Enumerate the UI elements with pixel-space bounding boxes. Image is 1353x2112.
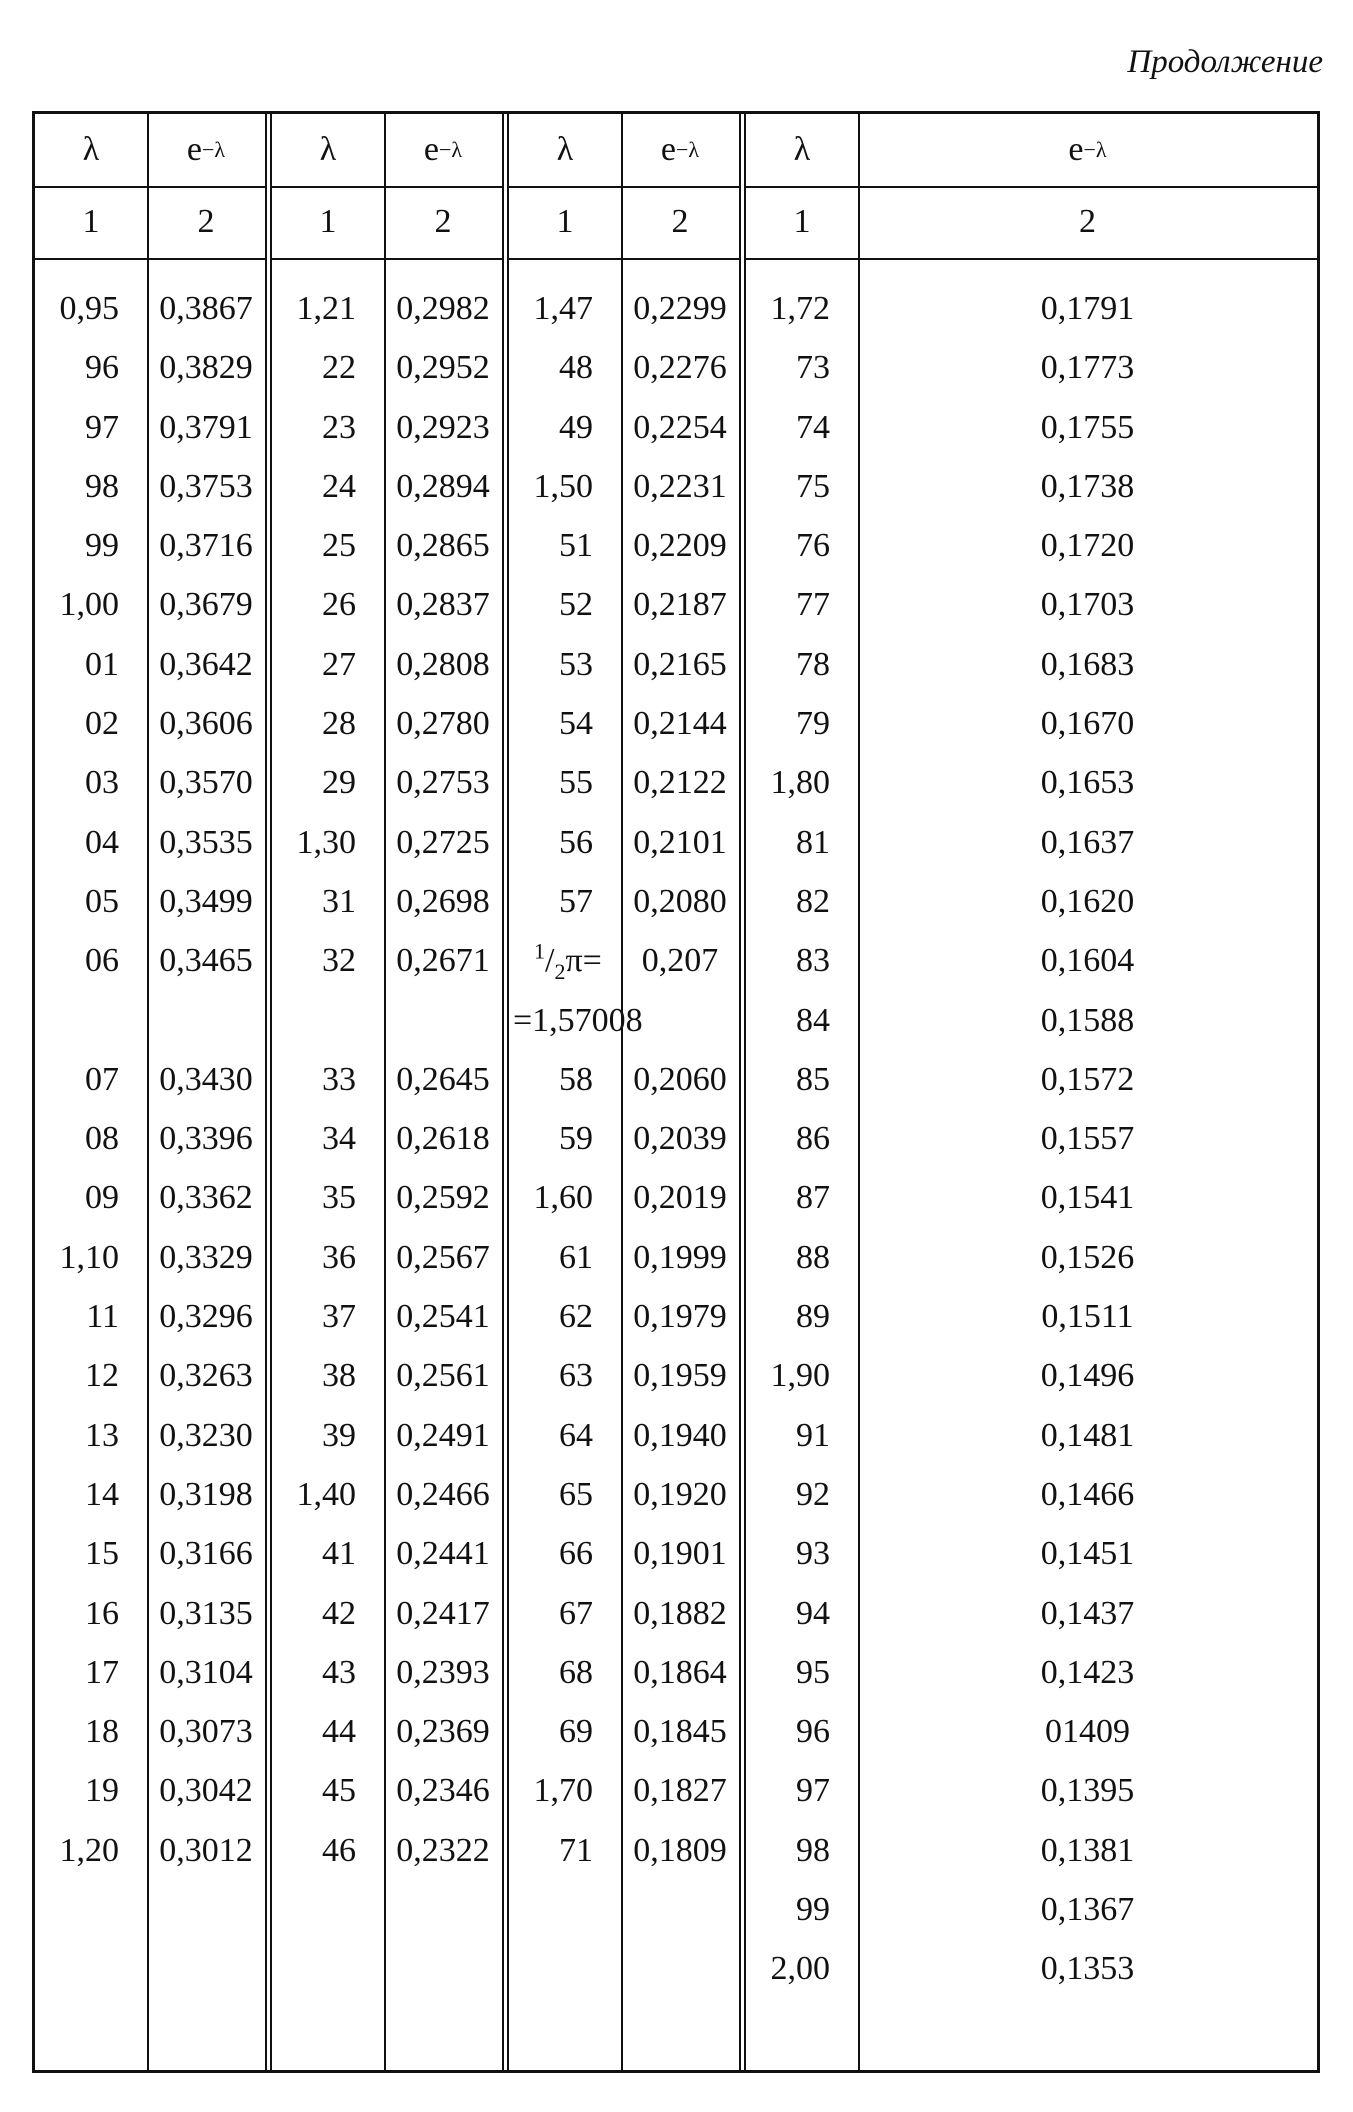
- lambda-cell: 34: [322, 1120, 356, 1158]
- half-pi-symbol: π=: [565, 942, 602, 980]
- lambda-cell: 83: [796, 942, 830, 980]
- exp-value-cell: 0,2466: [396, 1475, 490, 1513]
- lambda-header: λ: [746, 114, 858, 188]
- lambda-cell: 55: [559, 764, 593, 802]
- lambda-cell: 57: [559, 882, 593, 920]
- exp-value-cell: 01409: [1045, 1713, 1130, 1751]
- value-column-4: [858, 114, 1317, 2070]
- exp-value-cell: 0,3716: [159, 527, 253, 565]
- exp-value-cell: 0,1395: [1040, 1772, 1135, 1810]
- lambda-cell: 1,60: [533, 1179, 593, 1217]
- lambda-cell: 04: [85, 823, 119, 861]
- lambda-cell: 64: [559, 1416, 593, 1454]
- lambda-cell: 1,50: [533, 467, 593, 505]
- exp-value-cell: 0,1809: [633, 1831, 727, 1869]
- exp-value-cell: 0,2144: [633, 705, 727, 743]
- exp-value-cell: 0,2276: [633, 349, 727, 387]
- lambda-values: [746, 279, 858, 1999]
- exp-values: [384, 279, 502, 1880]
- lambda-cell: 87: [796, 1179, 830, 1217]
- lambda-cell: 96: [85, 349, 119, 387]
- lambda-cell: 84: [796, 1001, 830, 1039]
- lambda-cell: 1,70: [533, 1772, 593, 1810]
- exp-value-cell: 0,3329: [159, 1238, 253, 1276]
- exp-value-cell: 0,3430: [159, 1060, 253, 1098]
- lambda-cell: 42: [322, 1594, 356, 1632]
- exp-value-cell: 0,3296: [159, 1298, 253, 1336]
- exp-value-cell: 0,3104: [159, 1653, 253, 1691]
- exp-value-cell: 0,1720: [1040, 527, 1135, 565]
- lambda-cell: 75: [796, 467, 830, 505]
- lambda-column-3: [509, 114, 643, 2070]
- lambda-cell: 88: [796, 1238, 830, 1276]
- exp-value-cell: 0,1637: [1040, 823, 1135, 861]
- exp-value-cell: 0,1999: [633, 1238, 727, 1276]
- lambda-cell: 09: [85, 1179, 119, 1217]
- exp-value-cell: 0,1901: [633, 1535, 727, 1573]
- lambda-cell: 49: [559, 408, 593, 446]
- exp-value-cell: 0,2231: [633, 467, 727, 505]
- lambda-cell: 08: [85, 1120, 119, 1158]
- lambda-cell: 96: [796, 1713, 830, 1751]
- exp-value-cell: 0,1683: [1040, 645, 1135, 683]
- exp-value-cell: 0,2369: [396, 1713, 490, 1751]
- lambda-cell: 07: [85, 1060, 119, 1098]
- lambda-cell: 65: [559, 1475, 593, 1513]
- exp-value-cell: 0,2982: [396, 290, 490, 327]
- lambda-cell: 1,47: [533, 290, 593, 327]
- exp-value-cell: 0,1703: [1040, 586, 1135, 624]
- exp-value-cell: 0,1670: [1040, 705, 1135, 743]
- lambda-cell: 99: [85, 527, 119, 565]
- exp-value-cell: 0,2567: [396, 1238, 490, 1276]
- exp-value-cell: 0,1845: [633, 1713, 727, 1751]
- lambda-values: [35, 279, 147, 1880]
- exp-value-cell: 0,2952: [396, 349, 490, 387]
- exp-value-cell: 0,2698: [396, 882, 490, 920]
- exp-value-cell: 0,207: [641, 942, 719, 980]
- lambda-cell: 38: [322, 1357, 356, 1395]
- lambda-cell: 58: [559, 1060, 593, 1098]
- exp-value-cell: 0,1496: [1040, 1357, 1135, 1395]
- exp-value-cell: 0,1481: [1040, 1416, 1135, 1454]
- lambda-cell: 81: [796, 823, 830, 861]
- group-divider: [502, 114, 509, 2070]
- exp-base: e: [423, 131, 439, 168]
- exp-value-cell: 0,3396: [159, 1120, 253, 1158]
- lambda-cell: 79: [796, 705, 830, 743]
- lambda-cell: 62: [559, 1298, 593, 1336]
- lambda-cell: 54: [559, 705, 593, 743]
- exp-value-cell: 0,2187: [633, 586, 727, 624]
- column-divider: [384, 114, 386, 2070]
- column-divider: [147, 114, 149, 2070]
- exp-value-cell: 0,3753: [159, 467, 253, 505]
- lambda-cell: 06: [85, 942, 119, 980]
- exp-value-cell: 0,2645: [396, 1060, 490, 1098]
- lambda-cell: 05: [85, 882, 119, 920]
- lambda-cell: 82: [796, 882, 830, 920]
- exp-value-cell: [384, 991, 502, 1050]
- exp-value-cell: 0,1920: [633, 1475, 727, 1513]
- lambda-cell: 1,10: [59, 1238, 119, 1276]
- lambda-cell: 45: [322, 1772, 356, 1810]
- lambda-cell: 41: [322, 1535, 356, 1573]
- lambda-cell: 1,00: [59, 586, 119, 624]
- exp-value-cell: 0,1381: [1040, 1831, 1135, 1869]
- half-pi-denominator: 2: [554, 959, 566, 985]
- column-number: 1: [509, 186, 621, 260]
- exp-value-cell: 0,1451: [1040, 1535, 1135, 1573]
- exp-values: [147, 279, 265, 1880]
- lambda-cell: 68: [559, 1653, 593, 1691]
- lambda-cell: 53: [559, 645, 593, 683]
- lambda-cell: 98: [85, 467, 119, 505]
- lambda-cell: 93: [796, 1535, 830, 1573]
- exp-base: e: [660, 131, 676, 168]
- exp-value-cell: 0,3263: [159, 1357, 253, 1395]
- lambda-cell: 56: [559, 823, 593, 861]
- lambda-cell: 51: [559, 527, 593, 565]
- lambda-cell: 71: [559, 1831, 593, 1869]
- exp-value-cell: 0,3230: [159, 1416, 253, 1454]
- lambda-cell: 0,95: [59, 290, 119, 327]
- exp-value-cell: 0,2561: [396, 1357, 490, 1395]
- lambda-cell: 99: [796, 1891, 830, 1929]
- lambda-cell: 52: [559, 586, 593, 624]
- exp-value-cell: 0,2441: [396, 1535, 490, 1573]
- lambda-cell: 1,21: [296, 290, 356, 327]
- lambda-cell: 44: [322, 1713, 356, 1751]
- lambda-header: λ: [35, 114, 147, 188]
- exp-value-cell: 0,2122: [633, 764, 727, 802]
- exp-value-cell: 0,3135: [159, 1594, 253, 1632]
- lambda-cell: 43: [322, 1653, 356, 1691]
- lambda-cell: 27: [322, 645, 356, 683]
- exp-header: e −λ: [384, 114, 502, 188]
- column-number: 1: [35, 186, 147, 260]
- exp-value-cell: 0,1437: [1040, 1594, 1135, 1632]
- exp-value-cell: 0,2541: [396, 1298, 490, 1336]
- exp-value-cell: 0,1864: [633, 1653, 727, 1691]
- lambda-cell: [272, 991, 384, 1050]
- lambda-cell: 66: [559, 1535, 593, 1573]
- lambda-cell: 23: [322, 408, 356, 446]
- exp-values: [621, 279, 739, 1880]
- lambda-cell: 25: [322, 527, 356, 565]
- exp-value-cell: 0,3465: [159, 942, 253, 980]
- exp-value-cell: 0,2808: [396, 645, 490, 683]
- half-pi-numerator: 1: [534, 938, 545, 964]
- exp-value-cell: 0,2725: [396, 823, 490, 861]
- half-pi-cell: [509, 931, 643, 1039]
- exp-value-cell: 0,2618: [396, 1120, 490, 1158]
- lambda-cell: 2,00: [770, 1950, 830, 1988]
- lambda-cell: 18: [85, 1713, 119, 1751]
- lambda-cell: 35: [322, 1179, 356, 1217]
- lambda-cell: 1,30: [296, 823, 356, 861]
- exp-value-cell: 0,2019: [633, 1179, 727, 1217]
- half-pi-value: =1,57008: [513, 1001, 643, 1039]
- lambda-cell: 74: [796, 408, 830, 446]
- lambda-cell: 02: [85, 705, 119, 743]
- lambda-cell: 1,20: [59, 1831, 119, 1869]
- lambda-cell: 97: [796, 1772, 830, 1810]
- exp-value-cell: 0,1620: [1040, 882, 1135, 920]
- exp-header: e −λ: [858, 114, 1317, 188]
- exp-value-cell: 0,1773: [1040, 349, 1135, 387]
- exp-value-cell: 0,1511: [1041, 1298, 1134, 1336]
- lambda-cell: 98: [796, 1831, 830, 1869]
- exp-value-cell: 0,1979: [633, 1298, 727, 1336]
- column-number: 1: [746, 186, 858, 260]
- lambda-header: λ: [509, 114, 621, 188]
- exp-values: [858, 279, 1317, 1999]
- value-column-2: [384, 114, 502, 2070]
- exp-value-cell: 0,1653: [1040, 764, 1135, 802]
- exp-value-cell: 0,3867: [159, 290, 253, 327]
- exp-value-cell: 0,2417: [396, 1594, 490, 1632]
- column-number: 1: [272, 186, 384, 260]
- exp-value-cell: 0,2322: [396, 1831, 490, 1869]
- lambda-cell: [35, 991, 147, 1050]
- exp-value-cell: 0,2592: [396, 1179, 490, 1217]
- exp-value-cell: 0,2101: [633, 823, 727, 861]
- lambda-values: [272, 279, 384, 1880]
- lambda-cell: 85: [796, 1060, 830, 1098]
- exp-value-cell: 0,3362: [159, 1179, 253, 1217]
- lambda-cell: 89: [796, 1298, 830, 1336]
- lambda-cell: 13: [85, 1416, 119, 1454]
- lambda-cell: 61: [559, 1238, 593, 1276]
- exp-value-cell: 0,2165: [633, 645, 727, 683]
- lambda-cell: 12: [85, 1357, 119, 1395]
- group-divider: [739, 114, 746, 2070]
- lambda-values: [509, 279, 643, 1880]
- lambda-column-4: [746, 114, 858, 2070]
- exp-value-cell: 0,3679: [159, 586, 253, 624]
- exp-value-cell: 0,3198: [159, 1475, 253, 1513]
- exp-value-cell: 0,3642: [159, 645, 253, 683]
- exp-value-cell: 0,2060: [633, 1060, 727, 1098]
- lambda-column-1: [35, 114, 147, 2070]
- exp-value-cell: 0,1557: [1040, 1120, 1135, 1158]
- lambda-cell: 24: [322, 467, 356, 505]
- exp-value-cell: 0,3535: [159, 823, 253, 861]
- exp-header: e −λ: [147, 114, 265, 188]
- exp-value-cell: 0,1959: [633, 1357, 727, 1395]
- lambda-cell: 97: [85, 408, 119, 446]
- exp-value-cell: 0,2894: [396, 467, 490, 505]
- exp-value-cell: [621, 991, 739, 1050]
- lambda-cell: 78: [796, 645, 830, 683]
- exp-value-cell: 0,1738: [1040, 467, 1135, 505]
- lambda-cell: 36: [322, 1238, 356, 1276]
- lambda-cell: 37: [322, 1298, 356, 1336]
- lambda-cell: 15: [85, 1535, 119, 1573]
- lambda-cell: 11: [86, 1298, 119, 1336]
- exp-value-cell: 0,2299: [633, 290, 727, 327]
- exp-value-cell: 0,2837: [396, 586, 490, 624]
- exp-value-cell: 0,1466: [1040, 1475, 1135, 1513]
- column-divider: [858, 114, 860, 2070]
- lambda-cell: 86: [796, 1120, 830, 1158]
- lambda-cell: 32: [322, 942, 356, 980]
- lambda-column-2: [272, 114, 384, 2070]
- exp-value-cell: 0,1423: [1040, 1653, 1135, 1691]
- exp-value-cell: 0,2209: [633, 527, 727, 565]
- exp-value-cell: 0,2865: [396, 527, 490, 565]
- lambda-cell: 22: [322, 349, 356, 387]
- exp-value-cell: 0,1827: [633, 1772, 727, 1810]
- lambda-cell: 69: [559, 1713, 593, 1751]
- lambda-cell: 33: [322, 1060, 356, 1098]
- exp-header: e −λ: [621, 114, 739, 188]
- lambda-cell: 19: [85, 1772, 119, 1810]
- exp-value-cell: 0,3012: [159, 1831, 253, 1869]
- lambda-cell: 59: [559, 1120, 593, 1158]
- exp-value-cell: 0,1572: [1040, 1060, 1135, 1098]
- lambda-cell: 73: [796, 349, 830, 387]
- exp-value-cell: 0,1353: [1040, 1950, 1135, 1988]
- exp-value-cell: 0,3073: [159, 1713, 253, 1751]
- exp-value-cell: 0,1367: [1040, 1891, 1135, 1929]
- exp-value-cell: 0,1526: [1040, 1238, 1135, 1276]
- lambda-header: λ: [272, 114, 384, 188]
- exp-value-cell: 0,2753: [396, 764, 490, 802]
- exp-value-cell: 0,1940: [633, 1416, 727, 1454]
- exp-value-cell: 0,1791: [1040, 290, 1135, 327]
- lambda-cell: 1,72: [770, 290, 830, 327]
- exp-value-cell: 0,2039: [633, 1120, 727, 1158]
- column-divider: [621, 114, 623, 2070]
- lambda-cell: 16: [85, 1594, 119, 1632]
- exp-value-cell: 0,2393: [396, 1653, 490, 1691]
- exp-value-cell: 0,3829: [159, 349, 253, 387]
- exp-value-cell: 0,3606: [159, 705, 253, 743]
- lambda-cell: 14: [85, 1475, 119, 1513]
- exp-base: e: [1068, 131, 1084, 168]
- lambda-cell: 67: [559, 1594, 593, 1632]
- lambda-cell: 29: [322, 764, 356, 802]
- exp-value-cell: 0,3791: [159, 408, 253, 446]
- lambda-cell: 39: [322, 1416, 356, 1454]
- exp-value-cell: [147, 991, 265, 1050]
- column-number: 2: [858, 186, 1317, 260]
- lambda-cell: 46: [322, 1831, 356, 1869]
- exp-value-cell: 0,3570: [159, 764, 253, 802]
- value-column-1: [147, 114, 265, 2070]
- exp-value-cell: 0,2254: [633, 408, 727, 446]
- exp-base: e: [186, 131, 202, 168]
- exp-value-cell: 0,2346: [396, 1772, 490, 1810]
- exp-value-cell: 0,2780: [396, 705, 490, 743]
- exp-value-cell: 0,1882: [633, 1594, 727, 1632]
- lambda-cell: 03: [85, 764, 119, 802]
- group-divider: [265, 114, 272, 2070]
- exp-value-cell: 0,1604: [1040, 942, 1135, 980]
- lambda-cell: 48: [559, 349, 593, 387]
- lambda-cell: 01: [85, 645, 119, 683]
- exp-value-cell: 0,3166: [159, 1535, 253, 1573]
- exp-value-cell: 0,1588: [1040, 1001, 1135, 1039]
- lambda-cell: 63: [559, 1357, 593, 1395]
- exp-value-cell: 0,1755: [1040, 408, 1135, 446]
- lambda-cell: 1,40: [296, 1475, 356, 1513]
- value-column-3: [621, 114, 739, 2070]
- exp-value-cell: 0,2080: [633, 882, 727, 920]
- exp-value-cell: 0,3042: [159, 1772, 253, 1810]
- lambda-cell: 28: [322, 705, 356, 743]
- lambda-cell: 17: [85, 1653, 119, 1691]
- continuation-heading: Продолжение: [1127, 44, 1323, 80]
- lambda-cell: 1,80: [770, 764, 830, 802]
- column-number: 2: [147, 186, 265, 260]
- exp-value-cell: 0,2923: [396, 408, 490, 446]
- lambda-cell: 92: [796, 1475, 830, 1513]
- lambda-cell: 94: [796, 1594, 830, 1632]
- lambda-cell: 91: [796, 1416, 830, 1454]
- exp-table: [32, 111, 1320, 2073]
- exp-value-cell: 0,2491: [396, 1416, 490, 1454]
- exp-value-cell: 0,3499: [159, 882, 253, 920]
- lambda-cell: 77: [796, 586, 830, 624]
- column-number: 2: [384, 186, 502, 260]
- half-pi-label: $^1/_2\pi=$: [534, 938, 602, 985]
- lambda-cell: 95: [796, 1653, 830, 1691]
- lambda-cell: 1,90: [770, 1357, 830, 1395]
- exp-value-cell: 0,2671: [396, 942, 490, 980]
- lambda-cell: 31: [322, 882, 356, 920]
- exp-value-cell: 0,1541: [1040, 1179, 1135, 1217]
- lambda-cell: 26: [322, 586, 356, 624]
- column-number: 2: [621, 186, 739, 260]
- lambda-cell: 76: [796, 527, 830, 565]
